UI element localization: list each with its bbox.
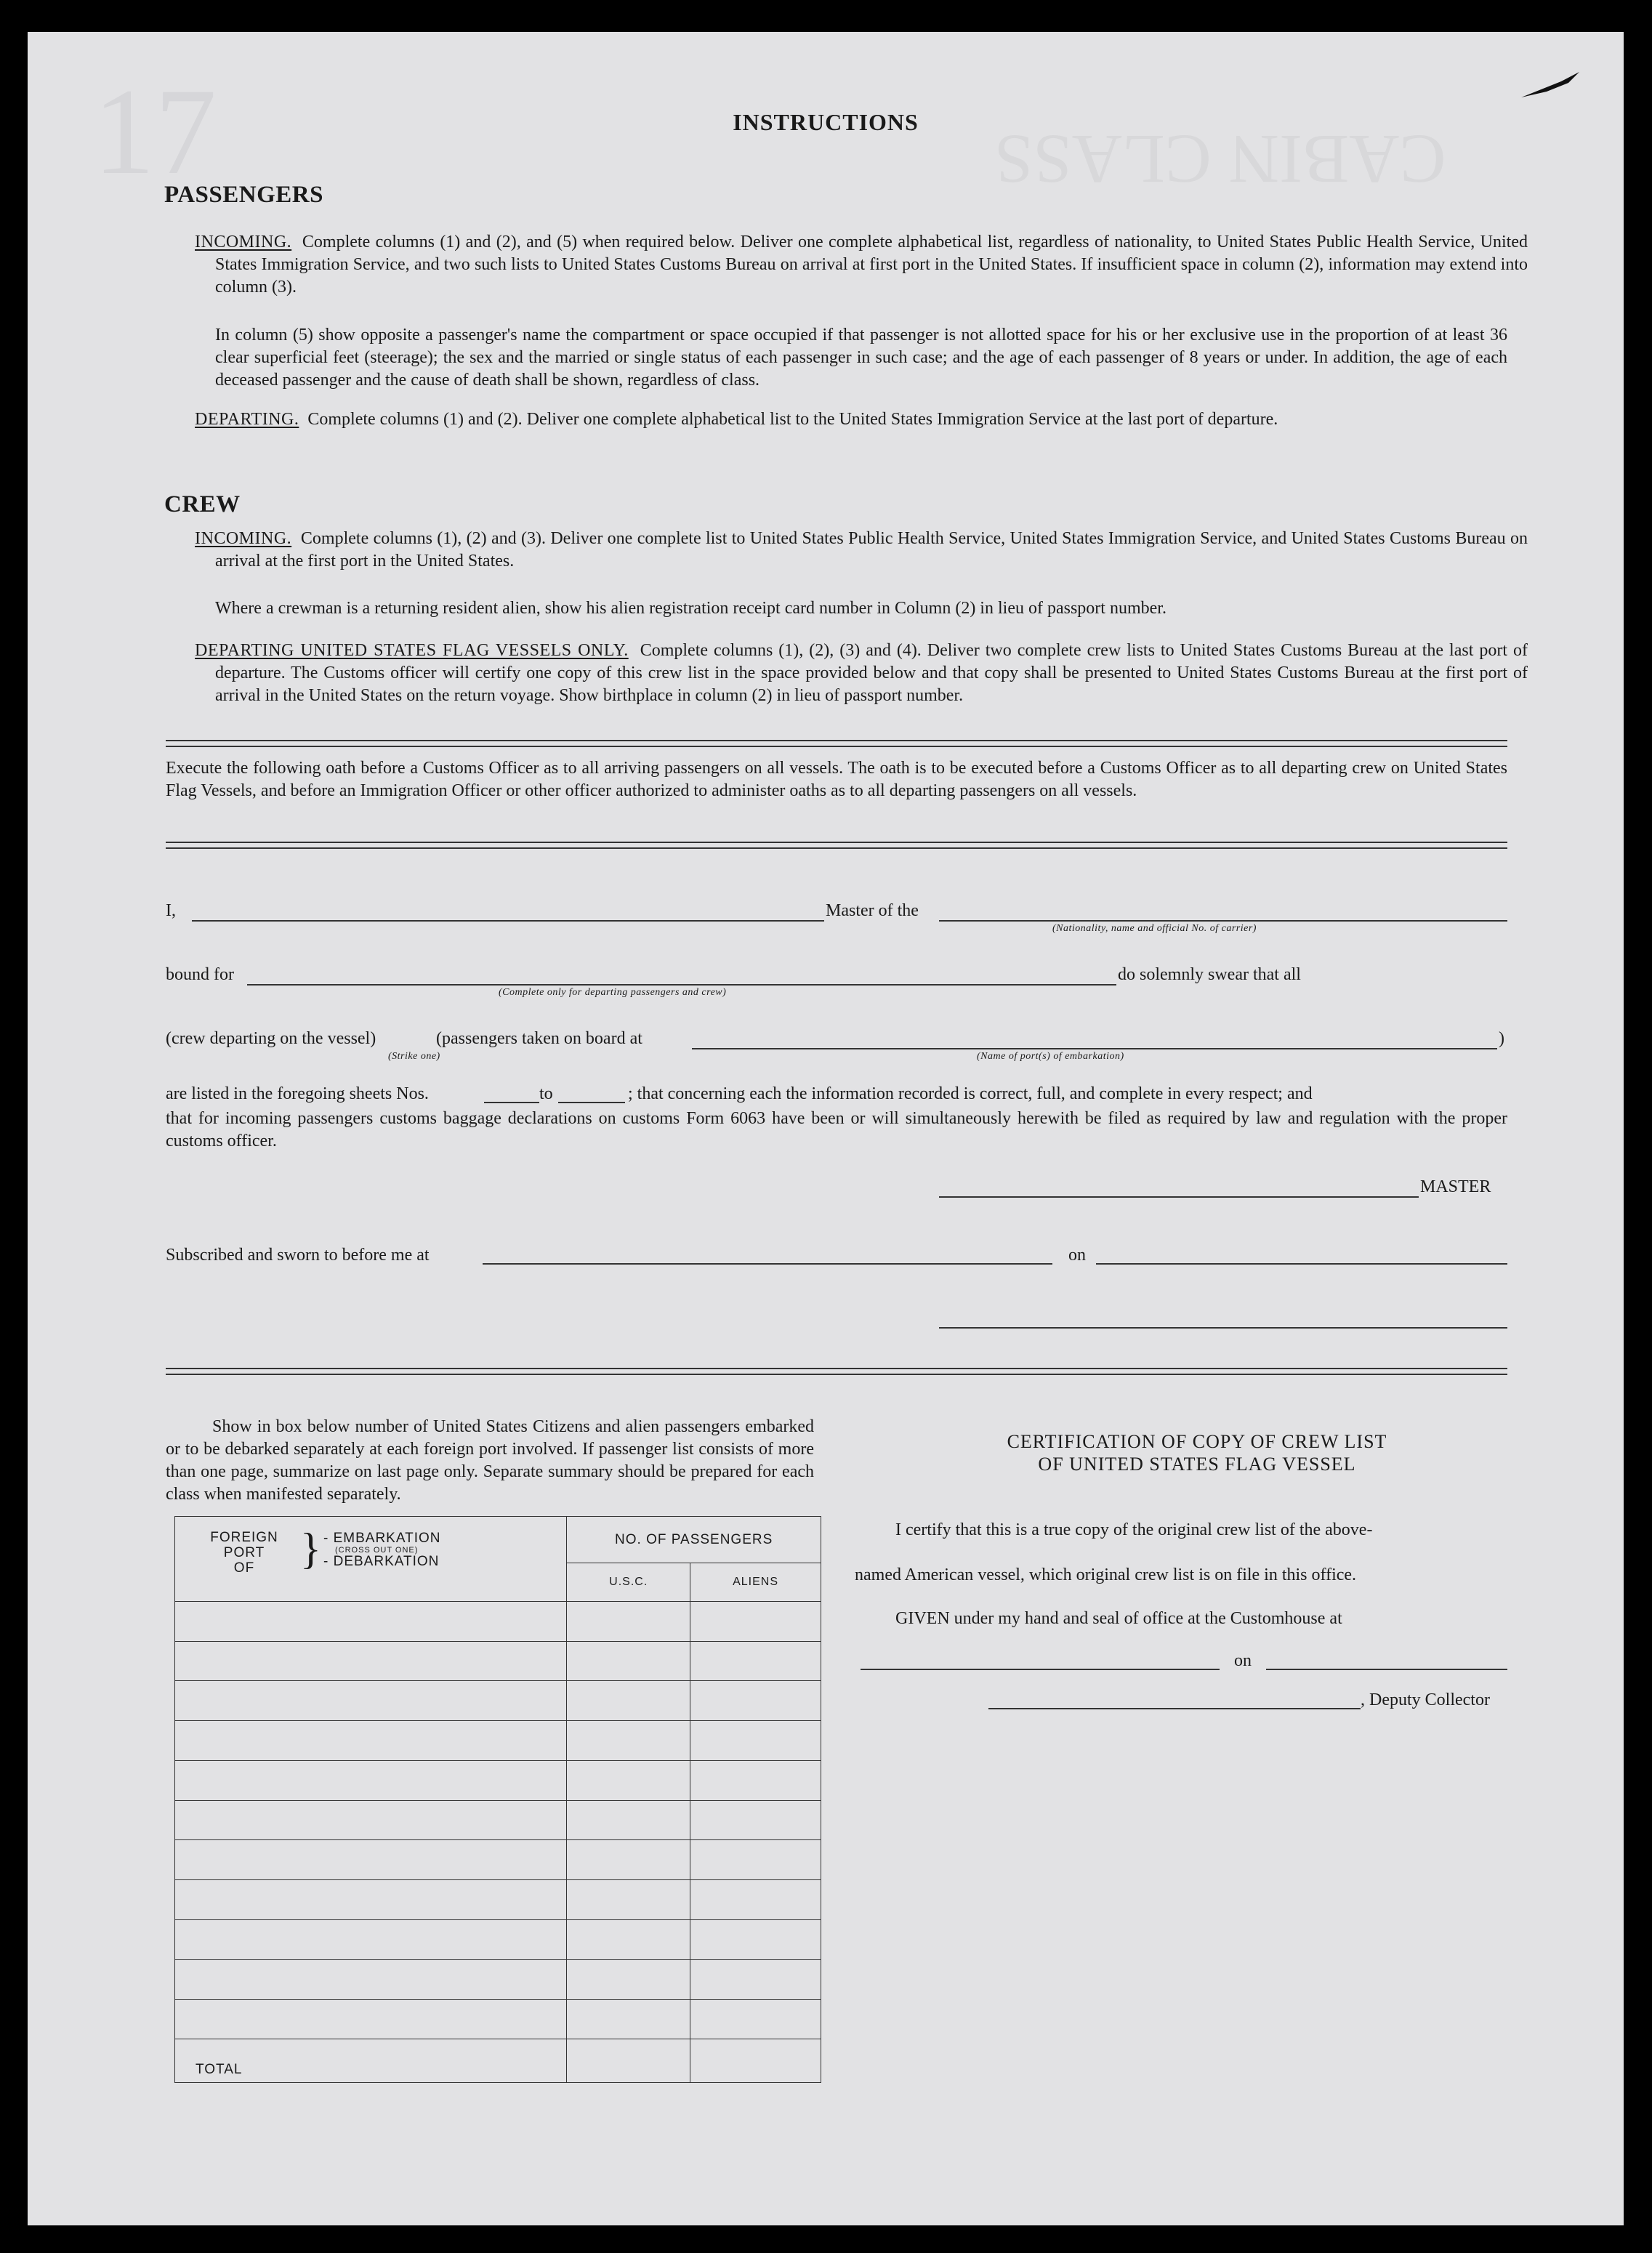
subscribed-label: Subscribed and sworn to before me at bbox=[166, 1246, 430, 1265]
usc-cell[interactable] bbox=[567, 1880, 690, 1920]
certification-title bbox=[888, 1430, 1506, 1475]
passengers-incoming-text: Complete columns (1) and (2), and (5) when required below. Deliver one complete alphabetical list, regardless of nationality, to United States Public Health Service, United States Immigration Service, and two such lists to United States Customs Bureau on arrival at first port in the United States. If insufficient space in column (2), information may extend into column (3). bbox=[215, 233, 1528, 297]
oath-i-label: I, bbox=[166, 901, 176, 920]
passengers-departing-paragraph bbox=[195, 408, 1528, 431]
listed-text-b: ; that concerning each the information recorded is correct, full, and complete in every respect; and bbox=[628, 1084, 1313, 1103]
aliens-cell[interactable] bbox=[690, 1999, 821, 2039]
officer-signature-field[interactable] bbox=[939, 1327, 1507, 1329]
sheet-to-field[interactable] bbox=[558, 1102, 625, 1103]
carrier-field[interactable] bbox=[939, 920, 1507, 922]
usc-cell[interactable] bbox=[567, 1919, 690, 1959]
crew-departing-option[interactable]: (crew departing on the vessel) bbox=[166, 1029, 376, 1048]
usc-cell[interactable] bbox=[567, 1959, 690, 1999]
crew-departing-paragraph bbox=[195, 640, 1528, 707]
listed-paragraph bbox=[166, 1108, 1507, 1153]
crew-departing-text: Complete columns (1), (2), (3) and (4). Deliver two complete crew lists to United States Customs Bureau at the last port of departure. The Customs officer will certify one copy of this crew list in the space provided below and that copy shall be presented to United States Customs Bureau at the first port of arrival in the United States on the return voyage. Show birthplace in column (2) in lieu of passport number. bbox=[215, 641, 1528, 705]
summary-instruction-text: Show in box below number of United States Citizens and alien passengers embarked or to be debarked separately at each foreign port involved. If passenger list consists of more than one page, summarize on last page only. Separate summary should be prepared for each class when manifested separately. bbox=[166, 1417, 814, 1504]
oath-instruction-text: Execute the following oath before a Customs Officer as to all arriving passengers on all vessels. The oath is to be executed before a Customs Officer as to all departing crew on United States Flag Vessels, and before an Immigration Officer or other officer authorized to administer oaths as to all departing passengers on all vessels. bbox=[166, 759, 1507, 800]
total-usc-cell[interactable] bbox=[567, 2039, 690, 2083]
strike-one-note: (Strike one) bbox=[388, 1051, 440, 1062]
passenger-summary-table bbox=[174, 1516, 821, 2083]
aliens-cell[interactable] bbox=[690, 1959, 821, 1999]
total-label: TOTAL bbox=[175, 2039, 567, 2083]
passengers-incoming-paragraph bbox=[195, 231, 1528, 299]
port-cell[interactable] bbox=[175, 1760, 567, 1800]
certify-line2: named American vessel, which original crew list is on file in this office. bbox=[855, 1565, 1357, 1584]
usc-cell[interactable] bbox=[567, 1840, 690, 1880]
passengers-taken-option[interactable]: (passengers taken on board at bbox=[436, 1029, 642, 1048]
port-cell[interactable] bbox=[175, 1880, 567, 1920]
crew-resident-text: Where a crewman is a returning resident alien, show his alien registration receipt card number in Column (2) in lieu of passport number. bbox=[215, 599, 1167, 618]
foreign-port-header bbox=[175, 1517, 567, 1602]
close-paren: ) bbox=[1499, 1029, 1504, 1048]
no-passengers-header: NO. OF PASSENGERS bbox=[567, 1517, 821, 1563]
aliens-cell[interactable] bbox=[690, 1760, 821, 1800]
form-page bbox=[28, 32, 1624, 2225]
summary-instruction-paragraph bbox=[166, 1416, 814, 1506]
listed-text-a: are listed in the foregoing sheets Nos. bbox=[166, 1084, 429, 1103]
usc-cell[interactable] bbox=[567, 1641, 690, 1681]
aliens-cell[interactable] bbox=[690, 1880, 821, 1920]
usc-cell[interactable] bbox=[567, 1999, 690, 2039]
certify-line1: I certify that this is a true copy of the original crew list of the above- bbox=[895, 1520, 1373, 1539]
nationality-note: (Nationality, name and official No. of carrier) bbox=[1052, 923, 1257, 934]
deputy-collector-label: , Deputy Collector bbox=[1361, 1690, 1490, 1709]
certification-on-label: on bbox=[1234, 1651, 1252, 1670]
crew-incoming-paragraph bbox=[195, 528, 1528, 573]
aliens-cell[interactable] bbox=[690, 1681, 821, 1721]
customhouse-field[interactable] bbox=[861, 1669, 1220, 1670]
port-cell[interactable] bbox=[175, 1999, 567, 2039]
bound-for-label: bound for bbox=[166, 965, 234, 984]
total-aliens-cell[interactable] bbox=[690, 2039, 821, 2083]
aliens-cell[interactable] bbox=[690, 1919, 821, 1959]
aliens-header: ALIENS bbox=[690, 1563, 821, 1601]
usc-cell[interactable] bbox=[567, 1601, 690, 1641]
passengers-column5-text: In column (5) show opposite a passenger's name the compartment or space occupied if that passenger is not allotted space for his or her exclusive use in the proportion of at least 36 clear superficial feet (steerage); the sex and the married or single status of each passenger in such case; and the age of each passenger of 8 years or under. In addition, the age of each deceased passenger and the cause of death shall be shown, regardless of class. bbox=[215, 326, 1507, 390]
usc-header: U.S.C. bbox=[567, 1563, 690, 1601]
crew-departing-label: DEPARTING UNITED STATES FLAG VESSELS ONLY. bbox=[195, 641, 629, 660]
crew-incoming-text: Complete columns (1), (2) and (3). Deliver one complete list to United States Public Health Service, United States Immigration Service, and United States Customs Bureau on arrival at the first port in the United States. bbox=[215, 529, 1528, 571]
departing-note: (Complete only for departing passengers and crew) bbox=[499, 987, 727, 998]
corner-mark bbox=[1518, 68, 1583, 105]
certification-date-field[interactable] bbox=[1266, 1669, 1507, 1670]
port-cell[interactable] bbox=[175, 1800, 567, 1840]
listed-text-c: that for incoming passengers customs baggage declarations on customs Form 6063 have been or will simultaneously herewith be filed as required by law and regulation with the proper customs officer. bbox=[166, 1109, 1507, 1150]
certification-title-line1: CERTIFICATION OF COPY OF CREW LIST bbox=[1007, 1431, 1387, 1452]
embarkation-port-field[interactable] bbox=[692, 1048, 1497, 1049]
port-cell[interactable] bbox=[175, 1641, 567, 1681]
stamp-number: 17 bbox=[93, 63, 217, 200]
col-port: PORT bbox=[223, 1545, 265, 1560]
usc-cell[interactable] bbox=[567, 1800, 690, 1840]
sworn-place-field[interactable] bbox=[483, 1263, 1052, 1265]
sworn-on-label: on bbox=[1068, 1246, 1086, 1265]
divider-2 bbox=[166, 842, 1507, 849]
oath-instruction-paragraph bbox=[166, 757, 1507, 802]
sheet-from-field[interactable] bbox=[484, 1102, 539, 1103]
aliens-cell[interactable] bbox=[690, 1800, 821, 1840]
port-cell[interactable] bbox=[175, 1919, 567, 1959]
sworn-date-field[interactable] bbox=[1096, 1263, 1507, 1265]
aliens-cell[interactable] bbox=[690, 1721, 821, 1761]
divider-1 bbox=[166, 740, 1507, 747]
certification-title-line2: OF UNITED STATES FLAG VESSEL bbox=[1038, 1454, 1356, 1475]
port-cell[interactable] bbox=[175, 1721, 567, 1761]
col-of: OF bbox=[233, 1560, 255, 1576]
port-cell[interactable] bbox=[175, 1681, 567, 1721]
aliens-cell[interactable] bbox=[690, 1641, 821, 1681]
port-note: (Name of port(s) of embarkation) bbox=[977, 1051, 1124, 1062]
aliens-cell[interactable] bbox=[690, 1840, 821, 1880]
usc-cell[interactable] bbox=[567, 1681, 690, 1721]
port-cell[interactable] bbox=[175, 1601, 567, 1641]
usc-cell[interactable] bbox=[567, 1760, 690, 1800]
page-title: INSTRUCTIONS bbox=[733, 109, 919, 135]
swear-label: do solemnly swear that all bbox=[1118, 965, 1301, 984]
crew-heading: CREW bbox=[164, 491, 241, 517]
divider-3 bbox=[166, 1368, 1507, 1375]
port-cell[interactable] bbox=[175, 1840, 567, 1880]
cross-out-note: (CROSS OUT ONE) bbox=[335, 1546, 419, 1555]
listed-to-label: to bbox=[539, 1084, 553, 1103]
master-name-field[interactable] bbox=[192, 920, 824, 922]
given-line: GIVEN under my hand and seal of office at the Customhouse at bbox=[895, 1609, 1342, 1628]
col-foreign: FOREIGN bbox=[210, 1530, 278, 1545]
passengers-departing-text: Complete columns (1) and (2). Deliver one complete alphabetical list to the United States Immigration Service at the last port of departure. bbox=[307, 410, 1278, 429]
passengers-incoming-label: INCOMING. bbox=[195, 233, 292, 251]
master-signature-field[interactable] bbox=[939, 1196, 1419, 1198]
passengers-departing-label: DEPARTING. bbox=[195, 410, 299, 429]
passengers-column5-paragraph bbox=[215, 324, 1507, 392]
stamp-cabin-class: CABIN CLASS bbox=[994, 121, 1446, 198]
master-label: MASTER bbox=[1420, 1177, 1491, 1196]
crew-incoming-label: INCOMING. bbox=[195, 529, 292, 548]
header-brace: } bbox=[300, 1525, 321, 1573]
crew-resident-paragraph bbox=[215, 597, 1507, 620]
debarkation-option[interactable]: - DEBARKATION bbox=[323, 1554, 440, 1569]
deputy-collector-signature-field[interactable] bbox=[988, 1708, 1361, 1709]
port-cell[interactable] bbox=[175, 1959, 567, 1999]
passengers-heading: PASSENGERS bbox=[164, 182, 323, 208]
usc-cell[interactable] bbox=[567, 1721, 690, 1761]
master-of-label: Master of the bbox=[826, 901, 919, 920]
bound-for-field[interactable] bbox=[247, 984, 1116, 986]
aliens-cell[interactable] bbox=[690, 1601, 821, 1641]
embarkation-option[interactable]: - EMBARKATION bbox=[323, 1531, 441, 1546]
